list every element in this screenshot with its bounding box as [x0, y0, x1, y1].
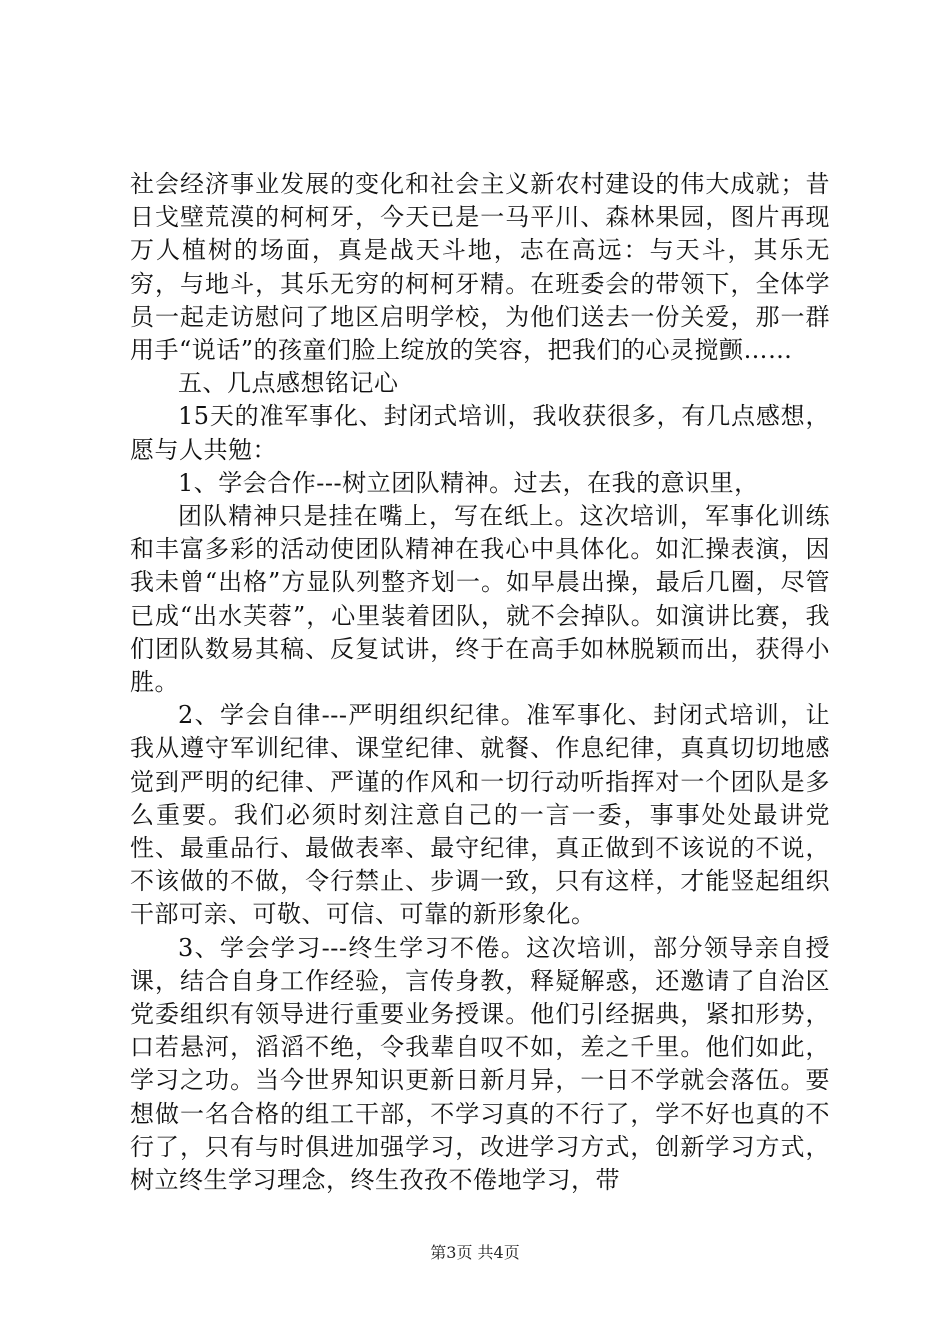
- point-3: 3、学会学习---终生学习不倦。这次培训，部分领导亲自授课，结合自身工作经验，言传身教，释疑解惑，还邀请了自治区党委组织有领导进行重要业务授课。他们引经据典，紧扣形势，口若悬河，滔滔不绝，令我辈自叹不如，差之千里。他们如此，学习之功。当今世界知识更新日新月异，一日不学就会落伍。要想做一名合格的组工干部，不学习真的不行了，学不好也真的不行了，只有与时俱进加强学习，改进学习方式，创新学习方式，树立终生学习理念，终生孜孜不倦地学习，带: [130, 933, 830, 1195]
- point-1-heading: 1、学会合作---树立团队精神。过去，在我的意识里，: [178, 468, 759, 497]
- paragraph-intro: 15天的准军事化、封闭式培训，我收获很多，有几点感想，愿与人共勉：: [130, 402, 830, 464]
- document-body: [130, 168, 830, 1197]
- paragraph-continuation: 社会经济事业发展的变化和社会主义新农村建设的伟大成就；昔日戈壁荒漠的柯柯牙，今天已是一马平川、森林果园，图片再现万人植树的场面，真是战天斗地，志在高远：与天斗，其乐无穷，与地斗，其乐无穷的柯柯牙精。在班委会的带领下，全体学员一起走访慰问了地区启明学校，为他们送去一份关爱，那一群用手“说话”的孩童们脸上绽放的笑容，把我们的心灵搅颤……: [130, 170, 830, 365]
- page-number-footer: 第3页 共4页: [430, 1243, 520, 1262]
- point-1-body: 团队精神只是挂在嘴上，写在纸上。这次培训，军事化训练和丰富多彩的活动使团队精神在我心中具体化。如汇操表演，因我未曾“出格”方显队列整齐划一。如早晨出操，最后几圈，尽管已成“出水芙蓉”，心里装着团队，就不会掉队。如演讲比赛，我们团队数易其稿、反复试讲，终于在高手如林脱颖而出，获得小胜。: [130, 502, 830, 697]
- section-heading: 五、几点感想铭记心: [178, 369, 399, 398]
- point-2: 2、学会自律---严明组织纪律。准军事化、封闭式培训，让我从遵守军训纪律、课堂纪律、就餐、作息纪律，真真切切地感觉到严明的纪律、严谨的作风和一切行动听指挥对一个团队是多么重要。我们必须时刻注意自己的一言一委，事事处处最讲党性、最重品行、最做表率、最守纪律，真正做到不该说的不说，不该做的不做，令行禁止、步调一致，只有这样，才能竖起组织干部可亲、可敬、可信、可靠的新形象化。: [130, 701, 830, 929]
